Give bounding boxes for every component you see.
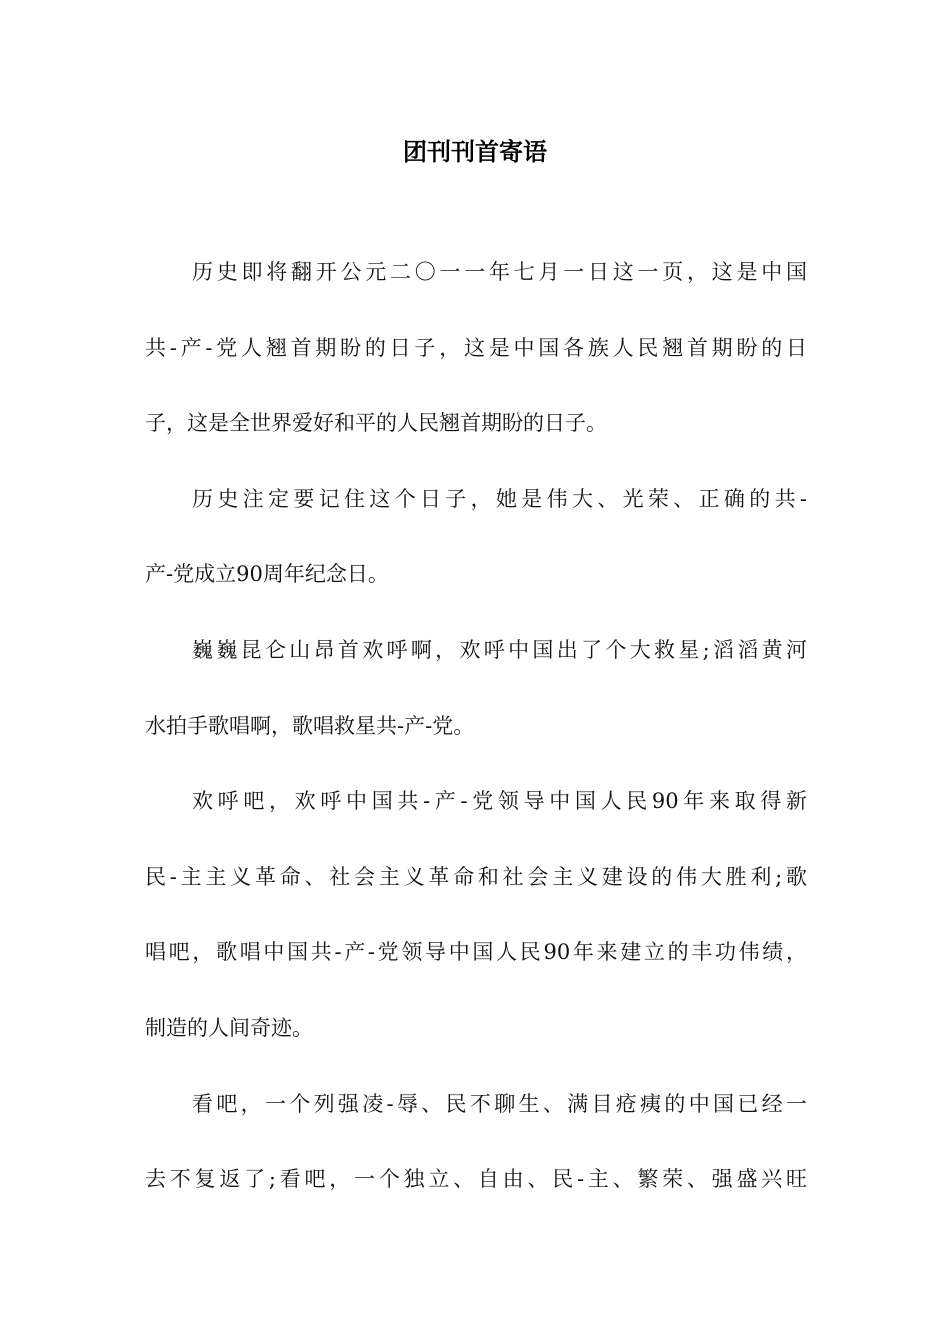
paragraph-line: 产-党成立90周年纪念日。 <box>145 562 389 587</box>
paragraph-line: 历史即将翻开公元二〇一一年七月一日这一页，这是中国 <box>192 260 807 284</box>
paragraph-line: 去不复返了;看吧，一个独立、自由、民-主、繁荣、强盛兴旺 <box>145 1167 807 1192</box>
document-title: 团刊刊首寄语 <box>403 137 547 166</box>
paragraph-line: 水拍手歌唱啊，歌唱救星共-产-党。 <box>145 713 475 738</box>
paragraph-line: 巍巍昆仑山昂首欢呼啊，欢呼中国出了个大救星;滔滔黄河 <box>192 637 807 662</box>
document-body <box>145 253 807 1236</box>
paragraph-line: 制造的人间奇迹。 <box>145 1015 313 1040</box>
paragraph-line: 共-产-党人翘首期盼的日子，这是中国各族人民翘首期盼的日 <box>145 335 807 360</box>
paragraph-line: 民-主主义革命、社会主义革命和社会主义建设的伟大胜利;歌 <box>145 864 807 889</box>
paragraph-line: 看吧，一个列强凌-辱、民不聊生、满目疮痍的中国已经一 <box>192 1091 807 1116</box>
paragraph-line: 子，这是全世界爱好和平的人民翘首期盼的日子。 <box>145 411 607 436</box>
paragraph-line: 历史注定要记住这个日子，她是伟大、光荣、正确的共- <box>192 486 807 511</box>
paragraph-line: 唱吧，歌唱中国共-产-党领导中国人民90年来建立的丰功伟绩， <box>145 940 807 965</box>
paragraph-line: 欢呼吧，欢呼中国共-产-党领导中国人民90年来取得新 <box>192 789 807 814</box>
